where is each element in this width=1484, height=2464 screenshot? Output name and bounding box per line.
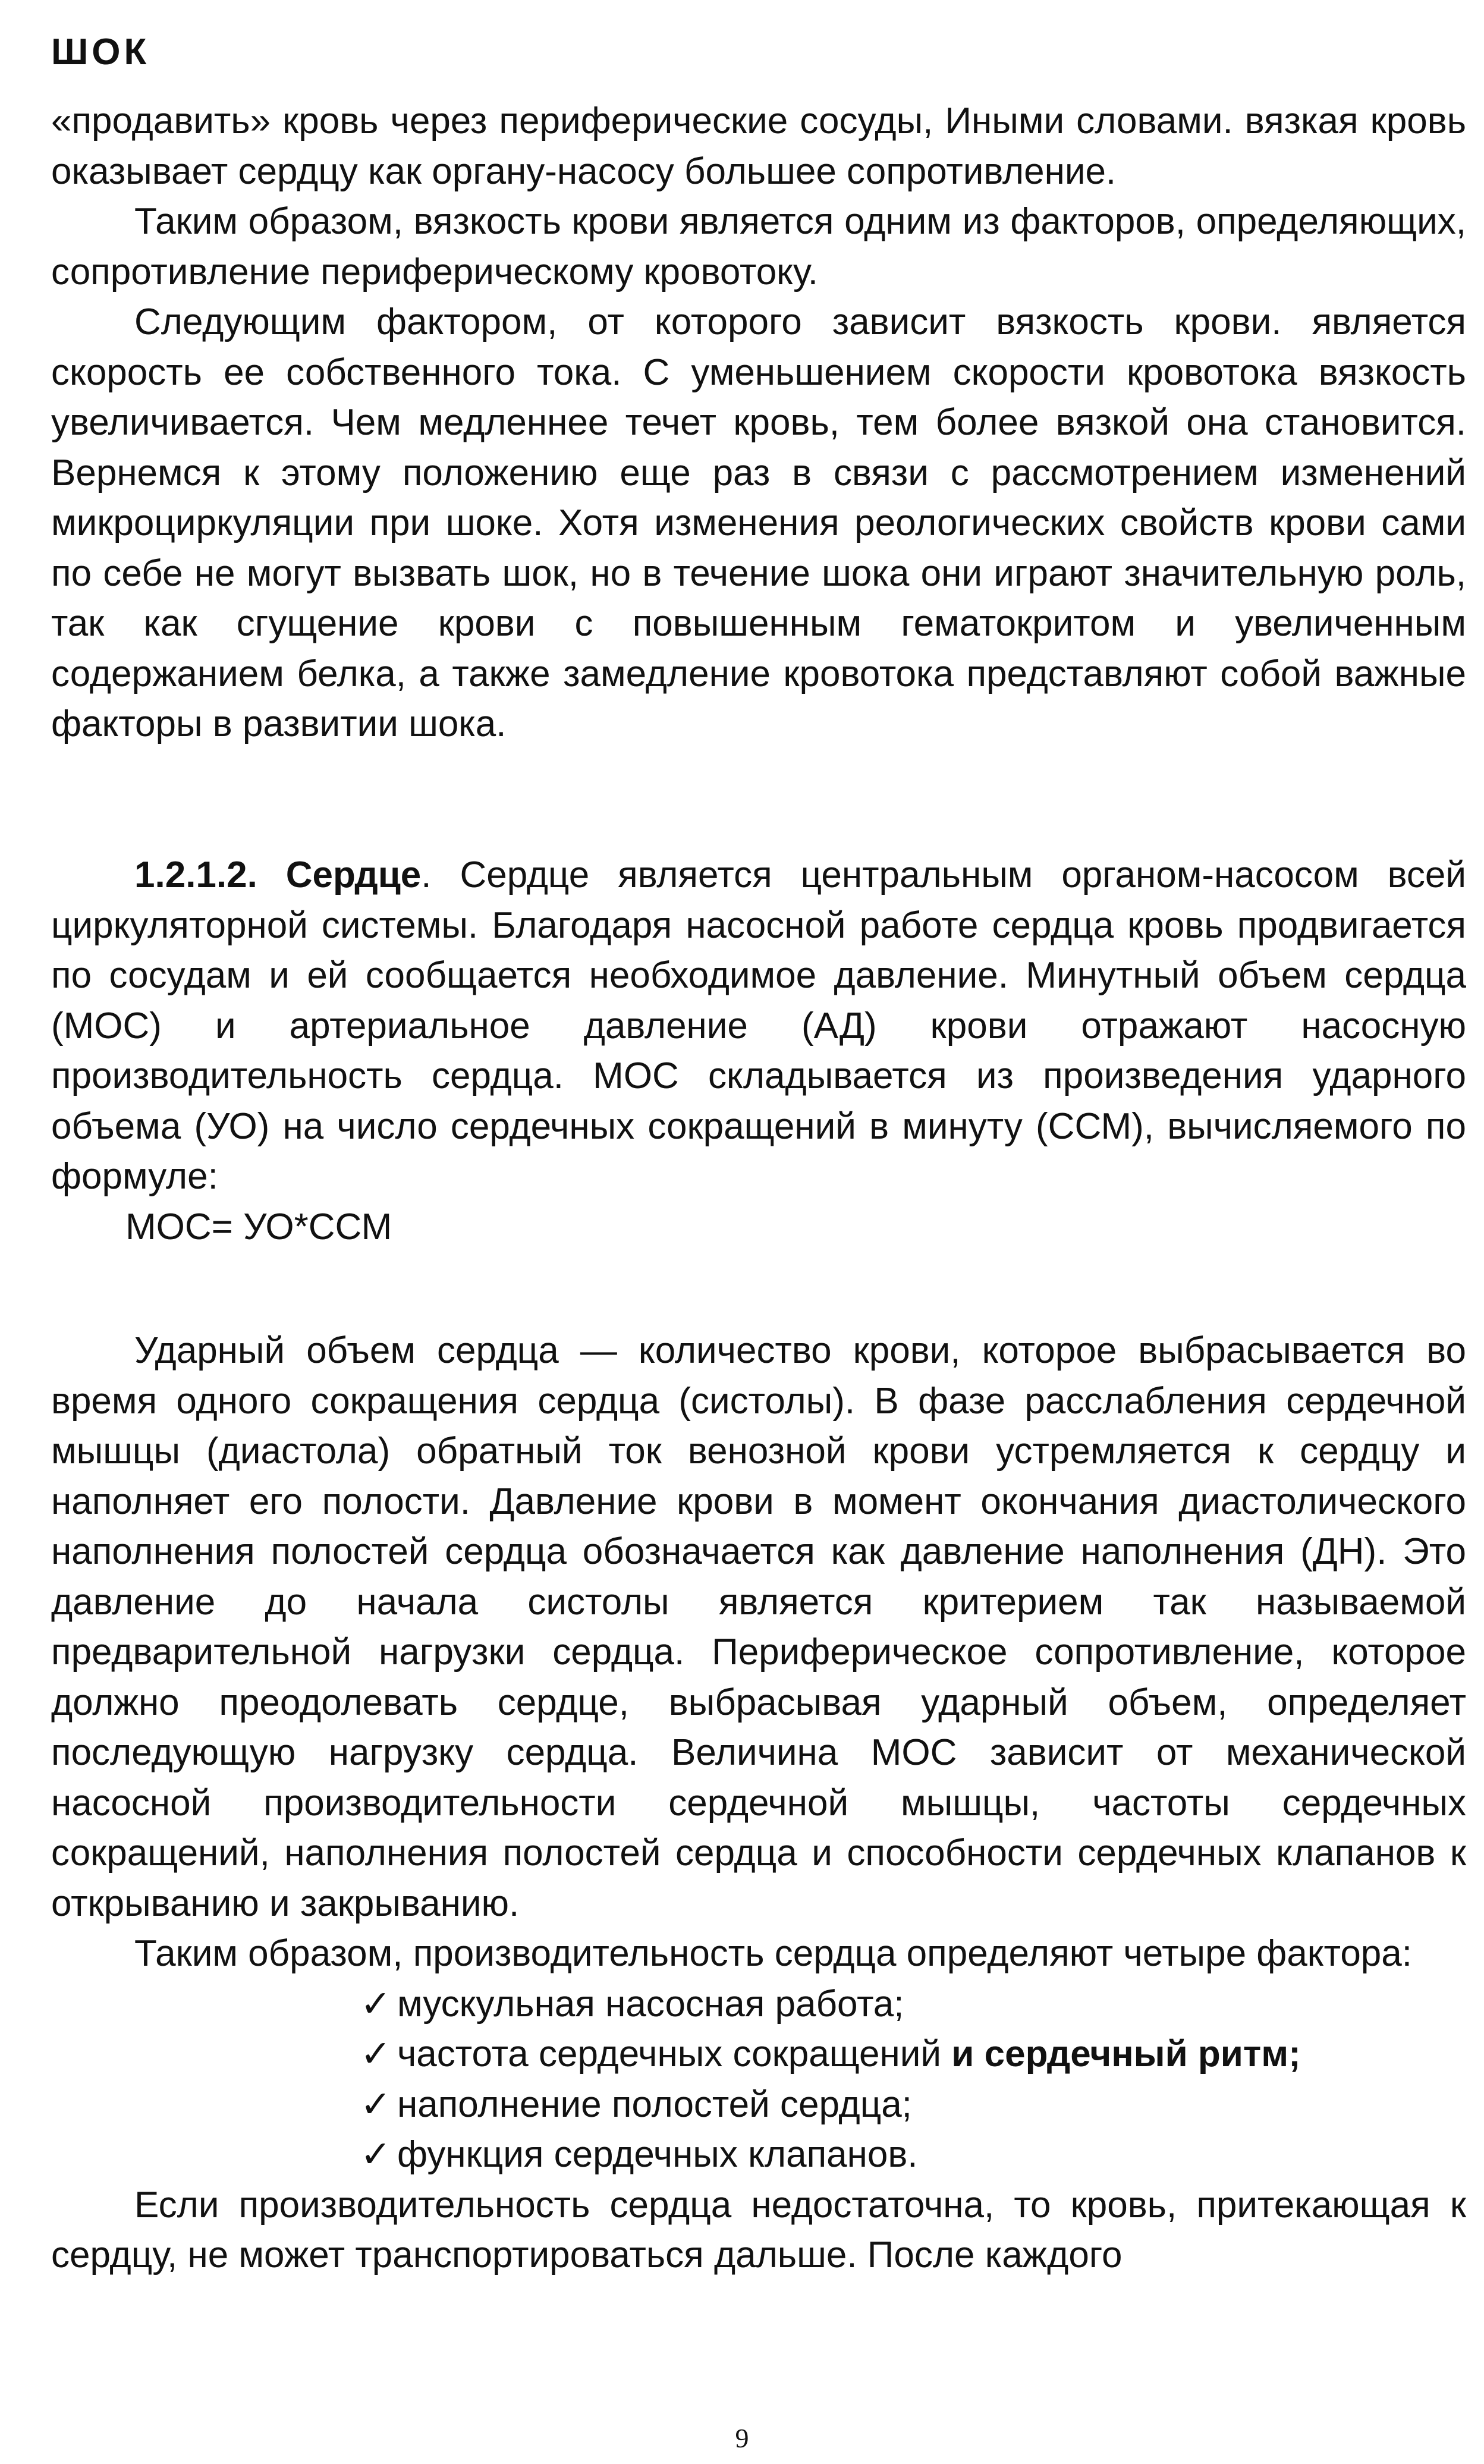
paragraph-flow-speed: Следующим фактором, от которого зависит вязкость крови. является скорость ее собственного тока. С уменьшением скорости кровотока вязкость увеличивается. Чем медленнее течет кровь, тем более вязкой она становится. Вернемся к этому положению еще раз в связи с рассмотрением изменений микроциркуляции при шоке. Хотя изменения реологических свойств крови сами по себе не могут вызвать шок, но в течение шока они играют значительную роль, так как сгущение крови с повышенным гематокритом и увеличенным содержанием белка, а также замедление кровотока представляют собой важные факторы в развитии шока. — [51, 301, 1466, 744]
list-item-text: наполнение полостей сердца; — [397, 2083, 912, 2125]
top-text-block — [51, 96, 1466, 750]
list-item — [360, 2029, 1466, 2080]
paragraph-stroke-volume: Ударный объем сердца — количество крови, которое выбрасывается во время одного сокращения сердца (систолы). В фазе расслабления сердечной мышцы (диастола) обратный ток венозной крови устремляется к сердцу и наполняет его полости. Давление крови в момент окончания диастолического наполнения полостей сердца обозначается как давление наполнения (ДН). Это давление до начала систолы является критерием так называемой предварительной нагрузки сердца. Периферическое сопротивление, которое должно преодолевать сердце, выбрасывая ударный объем, определяет последующую нагрузку сердца. Величина МОС зависит от механической насосной производительности сердечной мышцы, частоты сердечных сокращений, наполнения полостей сердца и способности сердечных клапанов к открыванию и закрыванию. — [51, 1330, 1466, 1924]
list-item — [360, 2080, 1466, 2130]
paragraph-closing: Если производительность сердца недостаточна, то кровь, притекающая к сердцу, не может транспортироваться дальше. После каждого — [51, 2184, 1466, 2276]
list-item-text: мускульная насосная работа; — [397, 1983, 904, 2025]
formula: МОС= УО*ССМ — [125, 1206, 392, 1247]
paragraph-gap — [51, 1252, 1466, 1326]
section-paragraph — [51, 850, 1466, 1202]
section-text: . Сердце является центральным органом-насосом всей циркуляторной системы. Благодаря насосной работе сердца кровь продвигается по сосудам и ей сообщается необходимое давление. Минутный объем сердца (МОС) и артериальное давление (АД) крови отражают насосную производительность сердца. МОС складывается из произведения ударного объема (УО) на число сердечных сокращений в минуту (ССМ), вычисляемого по формуле: — [51, 854, 1466, 1197]
paragraph-continuation: «продавить» кровь через периферические сосуды, Иными словами. вязкая кровь оказывает сердцу как органу-насосу большее сопротивление. — [51, 100, 1466, 192]
list-item-bold-text: и сердечный ритм; — [951, 2034, 1301, 2075]
factors-list — [51, 1979, 1466, 2180]
paragraph-four-factors: Таким образом, производительность сердца определяют четыре фактора: — [134, 1933, 1412, 1974]
section-heart — [51, 850, 1466, 2281]
list-item-text: функция сердечных клапанов. — [397, 2134, 918, 2175]
list-item — [360, 2130, 1466, 2180]
page-number: 9 — [735, 2423, 749, 2453]
section-heading: 1.2.1.2. Сердце — [134, 854, 422, 895]
checkmark-icon: ✓ — [360, 2134, 391, 2175]
running-head: ШОК — [51, 32, 150, 73]
list-item-text: частота сердечных сокращений — [397, 2034, 952, 2075]
checkmark-icon: ✓ — [360, 2034, 391, 2075]
checkmark-icon: ✓ — [360, 1983, 391, 2025]
paragraph-viscosity-factor: Таким образом, вязкость крови является одним из факторов, определяющих, сопротивление периферическому кровотоку. — [51, 201, 1466, 293]
checkmark-icon: ✓ — [360, 2083, 391, 2125]
list-item — [360, 1979, 1466, 2030]
